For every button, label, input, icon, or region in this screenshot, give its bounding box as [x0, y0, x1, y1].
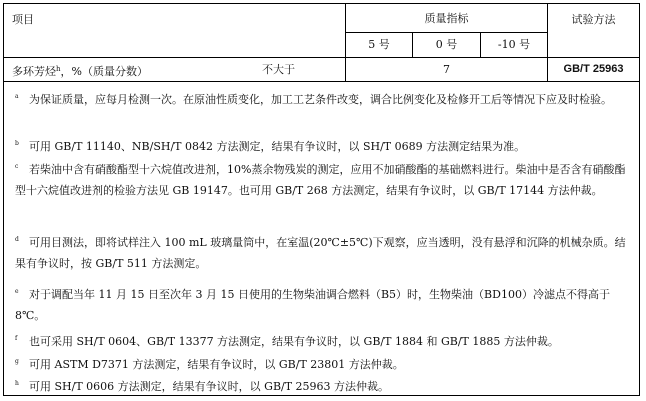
footnote-f	[15, 328, 633, 352]
row-limit: 不大于	[262, 63, 295, 76]
footnote-e	[15, 281, 633, 326]
row-item-unit: ，%（质量分数）	[60, 65, 148, 78]
footnote-mark: e	[15, 288, 19, 295]
footnote-mark: g	[15, 358, 19, 365]
footnote-h	[15, 373, 633, 397]
footnote-c	[15, 156, 633, 201]
footnote-b	[15, 133, 633, 157]
footnote-text: 可用 SH/T 0606 方法测定，结果有争议时，以 GB/T 25963 方法仲裁。	[29, 380, 390, 393]
footnote-mark: d	[15, 236, 19, 243]
rule-header-mid	[345, 32, 547, 33]
footnote-text: 也可采用 SH/T 0604、GB/T 13377 方法测定，结果有争议时，以 GB/T 1884 和 GB/T 1885 方法仲裁。	[29, 335, 559, 348]
header-grade-0: 0 号	[435, 38, 458, 51]
header-quality: 质量指标	[424, 12, 469, 25]
footnote-mark: a	[15, 93, 19, 100]
footnote-d	[15, 229, 633, 274]
header-item: 项目	[12, 13, 34, 26]
row-value: 7	[443, 63, 450, 76]
footnote-mark: b	[15, 140, 19, 147]
footnote-text: 可用 GB/T 11140、NB/SH/T 0842 方法测定，结果有争议时，以 SH/T 0689 方法测定结果为准。	[29, 140, 526, 153]
footnote-mark: f	[15, 335, 18, 342]
row-item-footnote: h	[56, 65, 61, 73]
row-item-name: 多环芳烃	[12, 65, 56, 78]
rule-row-bottom	[3, 81, 640, 82]
footnote-text: 为保证质量，应每月检测一次。在原油性质变化，加工工艺条件改变，调合比例变化及检修开工后等情况下应及时检验。	[29, 93, 612, 106]
footnote-text: 可用 ASTM D7371 方法测定，结果有争议时，以 GB/T 23801 方法仲裁。	[29, 358, 404, 371]
row-method: GB/T 25963	[563, 63, 624, 75]
header-grade-minus10: -10 号	[497, 38, 531, 51]
header-test-method: 试验方法	[571, 13, 616, 26]
footnote-mark: c	[15, 163, 19, 170]
header-grade-5: 5 号	[368, 38, 390, 51]
footnote-text: 对于调配当年 11 月 15 日至次年 3 月 15 日使用的生物柴油调合燃料（B5）时，生物柴油（BD100）冷滤点不得高于 8℃。	[15, 288, 610, 322]
rule-header-bottom	[3, 57, 640, 58]
row-item	[12, 63, 148, 78]
footnote-mark: h	[15, 380, 19, 387]
footnote-text: 可用目测法，即将试样注入 100 mL 玻璃量筒中，在室温(20℃±5℃)下观察，应当透明，没有悬浮和沉降的机械杂质。结果有争议时，按 GB/T 511 方法测定。	[15, 236, 626, 270]
footnote-text: 若柴油中含有硝酸酯型十六烷值改进剂，10%蒸余物残炭的测定，应用不加硝酸酯的基础燃料进行。柴油中是否含有硝酸酯型十六烷值改进剂的检验方法见 GB 19147。也可用 GB/T 268 方法测定，结果有争议时，以 GB/T 17144 方法仲裁。	[15, 163, 626, 197]
footnote-a	[15, 86, 633, 110]
footnote-g	[15, 351, 633, 375]
